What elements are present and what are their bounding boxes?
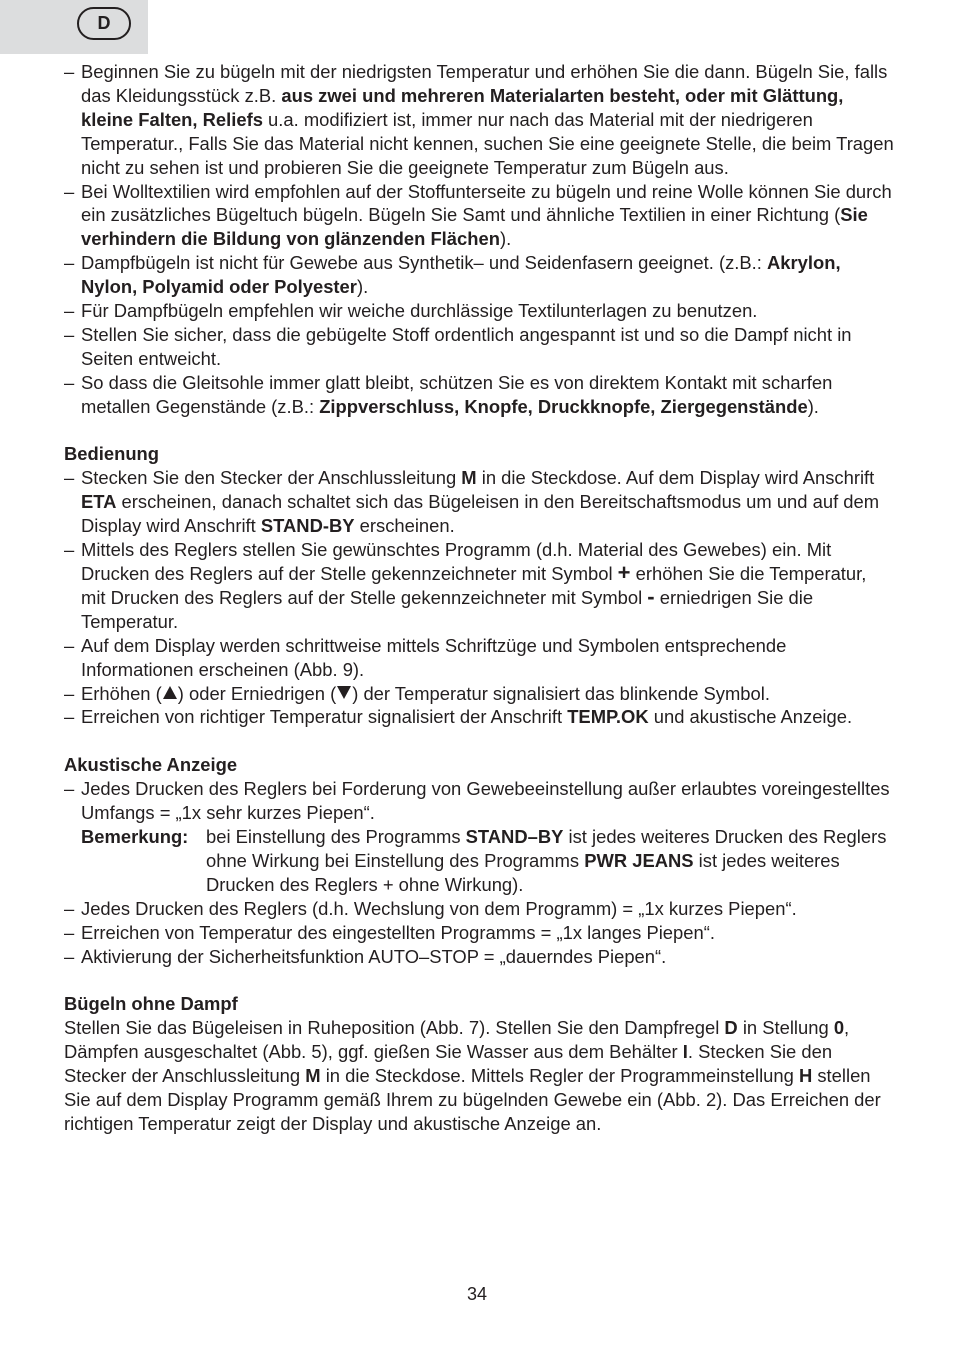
bedienung-list	[64, 466, 894, 729]
text-run: ist jedes weiteres Drucken des Reglers ohne Wirkung bei Einstellung des Programms	[206, 825, 887, 871]
list-item	[64, 323, 894, 371]
text-run: Stellen Sie sicher, dass die gebügelte Stoff ordentlich angespannt ist und so die Dampf nicht in Seiten entweicht.	[81, 323, 852, 369]
text-run: Mittels des Reglers stellen Sie gewünschtes Programm (d.h. Material des Gewebes) ein. Mit Drucken des Reglers auf der Stelle gekennzeichneter mit Symbol	[81, 539, 832, 585]
intro-list	[64, 60, 894, 419]
bold-text: I	[682, 1041, 688, 1063]
text-run: erhöhen Sie die Temperatur, mit Drucken des Reglers auf der Stelle gekennzeichneter mit Symbol	[81, 563, 867, 608]
text-run: Dampfbügeln ist nicht für Gewebe aus Synthetik– und Seidenfasern geeignet. (z.B.:	[81, 252, 767, 274]
list-item	[64, 682, 894, 706]
text-run: Auf dem Display werden schrittweise mittels Schriftzüge und Symbolen entsprechende Informationen erscheinen (Abb. 9).	[81, 634, 787, 680]
bold-text: PWR JEANS	[584, 849, 694, 871]
list-item: – Erreichen von Temperatur des eingestellten Programms = „1x langes Piepen“.	[64, 921, 894, 945]
text-run: , Dämpfen ausgeschaltet (Abb. 5), ggf. gießen Sie Wasser aus dem Behälter	[64, 1017, 850, 1063]
text-run: Für Dampfbügeln empfehlen wir weiche durchlässige Textilunterlagen zu benutzen.	[81, 300, 758, 322]
text-run: ist jedes weiteres Drucken des Reglers + ohne Wirkung).	[206, 849, 840, 895]
heading-bedienung: Bedienung	[64, 443, 160, 465]
text-run: . Stecken Sie den Stecker der Anschlussleitung	[64, 1041, 833, 1087]
note	[64, 825, 894, 897]
bold-text: aus zwei und mehreren Materialarten besteht, oder mit Glättung, kleine Falten, Reliefs	[81, 84, 844, 130]
list-item: – Jedes Drucken des Reglers (d.h. Wechslung von dem Programm) = „1x kurzes Piepen“.	[64, 897, 894, 921]
list-item	[64, 634, 894, 682]
bold-text: 0	[833, 1017, 845, 1039]
page-number: 34	[466, 1284, 488, 1304]
text-run: bei Einstellung des Programms	[206, 825, 466, 847]
text-run: u.a. modifiziert ist, immer nur nach das Material mit der niedrigeren Temperatur., Falls Sie das Material nicht kennen, suchen Sie eine geeignete Stelle, die beim Tragen nicht zu sehen ist und probieren Sie die geeignete Temperatur zum Bügeln aus.	[81, 108, 894, 178]
text-run: ) der Temperatur signalisiert das blinkende Symbol.	[352, 682, 770, 704]
heading-akustische-anzeige: Akustische Anzeige	[64, 754, 238, 776]
list-item	[64, 60, 894, 180]
list-item	[64, 466, 894, 538]
bold-text: TEMP.OK	[567, 706, 649, 728]
list-item: – Aktivierung der Sicherheitsfunktion AUTO–STOP = „dauerndes Piepen“.	[64, 945, 894, 969]
text-run: Beginnen Sie zu bügeln mit der niedrigsten Temperatur und erhöhen Sie die dann. Bügeln Sie, falls das Kleidungsstück z.B.	[81, 61, 888, 106]
bold-text: M	[461, 467, 477, 489]
text-run: ).	[499, 228, 512, 250]
heading-buegeln-ohne-dampf: Bügeln ohne Dampf	[64, 993, 238, 1015]
text-run: in Stellung	[737, 1017, 834, 1039]
text-run: Erhöhen (	[81, 682, 162, 704]
bold-text: Sie verhindern die Bildung von glänzenden Flächen	[81, 204, 868, 250]
text-run: erscheinen.	[354, 515, 455, 537]
note-label: Bemerkung:	[81, 825, 189, 847]
text-run: und akustische Anzeige.	[648, 706, 853, 728]
bold-text: STAND-BY	[260, 515, 355, 537]
plus-symbol: +	[617, 560, 631, 586]
note-text	[206, 825, 894, 897]
text-run: ).	[807, 395, 819, 417]
minus-symbol: -	[647, 583, 655, 609]
text-run: ) oder Erniedrigen (	[177, 682, 337, 704]
list-item	[64, 299, 894, 323]
bold-text: H	[798, 1065, 813, 1087]
list-item	[64, 705, 894, 729]
text-run: Stecken Sie den Stecker der Anschlussleitung	[81, 467, 462, 489]
text-run: erniedrigen Sie die Temperatur.	[81, 586, 814, 632]
bold-text: Zippverschluss, Knopfe, Druckknopfe, Ziergegenstände	[319, 395, 808, 417]
list-item: – Jedes Drucken des Reglers bei Forderung von Gewebeeinstellung außer erlaubtes voreingestelltes Umfangs = „1x sehr kurzes Piepen“.	[64, 777, 894, 825]
text-run: Stellen Sie das Bügeleisen in Ruheposition (Abb. 7). Stellen Sie den Dampfregel	[64, 1017, 725, 1039]
triangle-up-icon	[163, 686, 177, 699]
text-run: erscheinen, danach schaltet sich das Bügeleisen in den Bereitschaftsmodus um und auf dem Display wird Anschrift	[81, 491, 880, 537]
text-run: So dass die Gleitsohle immer glatt bleibt, schützen Sie es von direktem Kontakt mit scharfen metallen Gegenstände (z.B.:	[81, 371, 833, 417]
paragraph-buegeln-ohne-dampf	[64, 1016, 894, 1136]
bold-text: D	[724, 1017, 738, 1039]
text-run: in die Steckdose. Auf dem Display wird Anschrift	[476, 467, 875, 489]
text-run: ).	[356, 276, 369, 298]
list-item	[64, 251, 894, 299]
language-badge: D	[77, 7, 131, 40]
language-tab	[0, 0, 148, 54]
text-run: Erreichen von richtiger Temperatur signalisiert der Anschrift	[81, 706, 568, 728]
list-item	[64, 180, 894, 252]
text-run: in die Steckdose. Mittels Regler der Programmeinstellung	[320, 1065, 799, 1087]
bold-text: STAND–BY	[465, 825, 564, 847]
manual-content	[64, 60, 894, 1136]
bold-text: Akrylon, Nylon, Polyamid oder Polyester	[81, 252, 841, 298]
list-item	[64, 371, 894, 419]
triangle-down-icon	[337, 686, 351, 699]
akustische-list	[64, 777, 894, 968]
list-item	[64, 538, 894, 634]
bold-text: M	[305, 1065, 321, 1087]
text-run: stellen Sie auf dem Display Programm gemäß Ihrem zu bügelnden Gewebe ein (Abb. 2). Das Erreichen der richtigen Temperatur zeigt der Display und akustische Anzeige an.	[64, 1065, 881, 1134]
text-run: Bei Wolltextilien wird empfohlen auf der Stoffunterseite zu bügeln und reine Wolle können Sie durch ein zusätzliches Bügeltuch bügeln. Bügeln Sie Samt und ähnliche Textilien in einer Richtung (	[81, 180, 892, 226]
bold-text: ETA	[81, 491, 117, 513]
